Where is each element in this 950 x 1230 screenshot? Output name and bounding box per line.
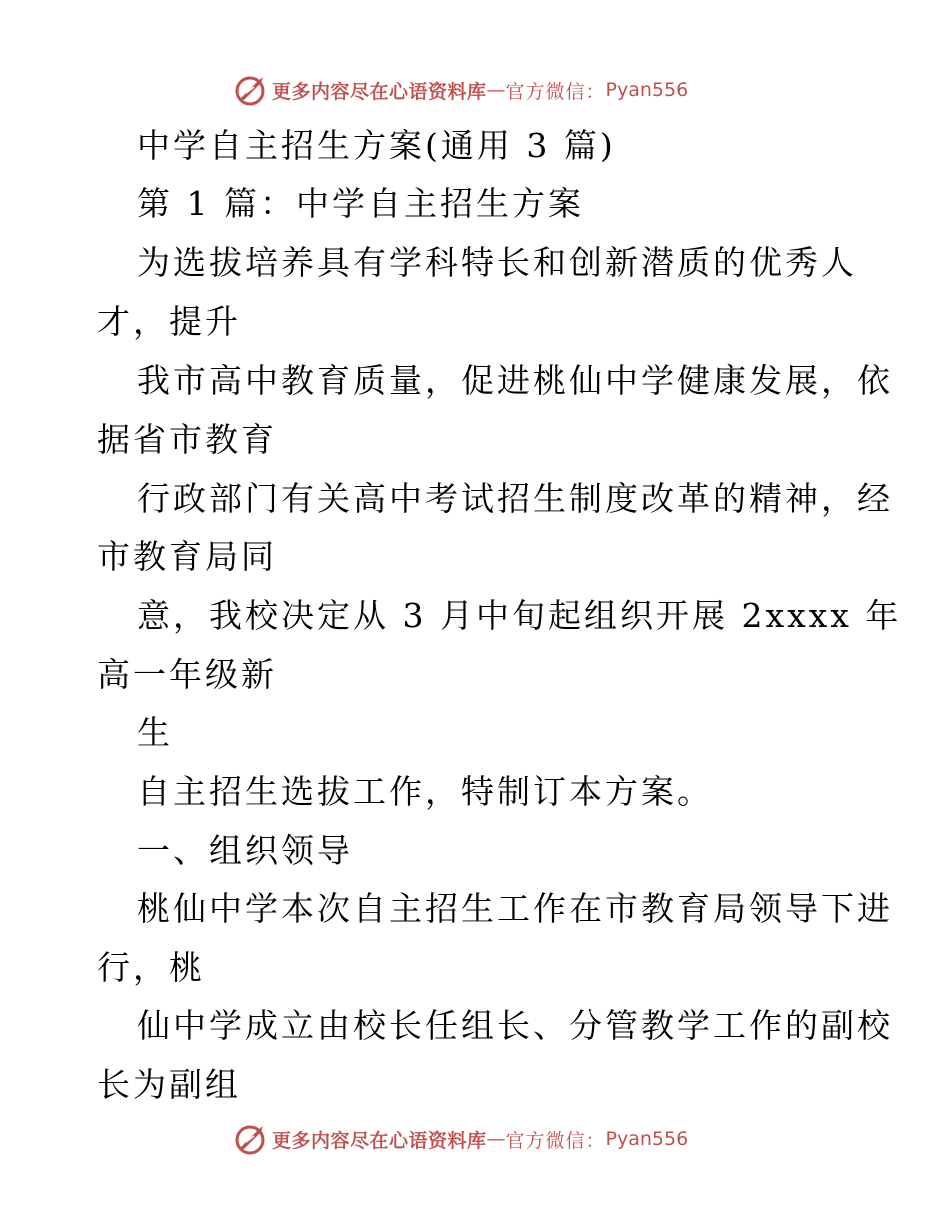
paragraph-line: 行，桃 xyxy=(97,948,205,987)
paragraph-line: 据省市教育 xyxy=(97,420,277,459)
watermark-wechat-id: Pyan556 xyxy=(605,79,689,101)
section-heading: 第 1 篇：中学自主招生方案 xyxy=(137,184,584,223)
paragraph-line: 行政部门有关高中考试招生制度改革的精神，经 xyxy=(137,479,893,518)
watermark-brand: 更多内容尽在心语资料库 xyxy=(272,80,487,103)
paragraph-line: 才，提升 xyxy=(97,302,241,341)
watermark-dash: — xyxy=(486,1128,506,1150)
footer-watermark xyxy=(234,1121,688,1157)
document-title: 中学自主招生方案(通用 3 篇) xyxy=(137,126,616,165)
quill-seal-icon xyxy=(234,1122,268,1156)
paragraph-line: 意，我校决定从 3 月中旬起组织开展 2xxxx 年 xyxy=(137,596,902,635)
watermark-dash: — xyxy=(486,79,506,101)
watermark-wechat-id: Pyan556 xyxy=(605,1128,689,1150)
section-subheading: 一、组织领导 xyxy=(137,831,353,870)
quill-seal-icon xyxy=(234,73,268,107)
paragraph-line: 仙中学成立由校长任组长、分管教学工作的副校 xyxy=(137,1006,893,1045)
paragraph-line: 高一年级新 xyxy=(97,655,277,694)
paragraph-line: 生 xyxy=(137,713,173,752)
watermark-official-label: 官方微信： xyxy=(505,80,606,103)
paragraph-line: 为选拔培养具有学科特长和创新潜质的优秀人 xyxy=(137,243,857,282)
watermark-brand: 更多内容尽在心语资料库 xyxy=(272,1129,487,1152)
header-watermark xyxy=(234,72,688,108)
paragraph-line: 自主招生选拔工作，特制订本方案。 xyxy=(137,772,713,811)
watermark-official-label: 官方微信： xyxy=(505,1129,606,1152)
paragraph-line: 桃仙中学本次自主招生工作在市教育局领导下进 xyxy=(137,889,893,928)
paragraph-line: 我市高中教育质量，促进桃仙中学健康发展，依 xyxy=(137,361,893,400)
paragraph-line: 长为副组 xyxy=(97,1065,241,1104)
paragraph-line: 市教育局同 xyxy=(97,537,277,576)
